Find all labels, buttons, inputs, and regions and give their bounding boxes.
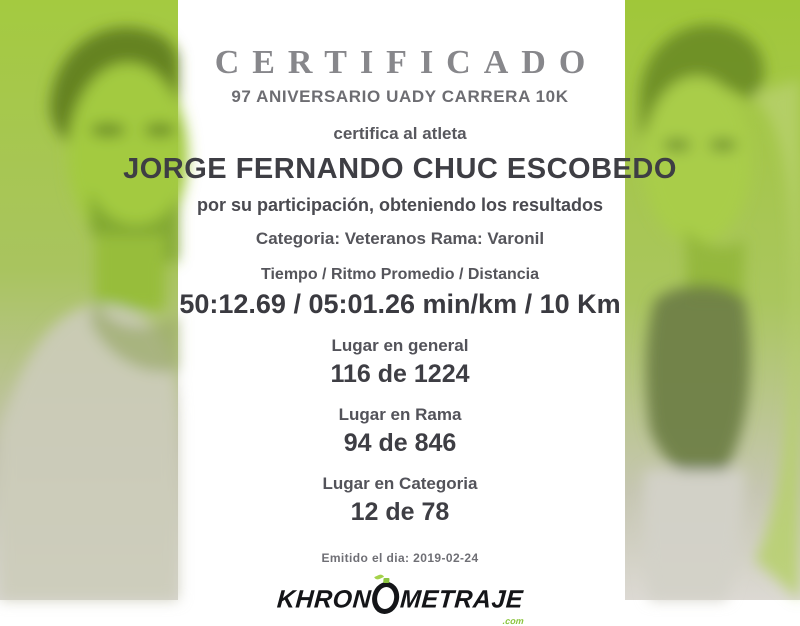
logo-text-right: METRAJE — [399, 585, 525, 614]
logo-com-suffix: .com — [502, 616, 524, 626]
stopwatch-o-icon — [371, 582, 400, 614]
issued-date-line: Emitido el dia: 2019-02-24 — [321, 551, 479, 565]
participation-text: por su participación, obteniendo los resultados — [196, 195, 604, 215]
placement-rama-value: 94 de 846 — [343, 429, 457, 457]
placement-rama-label: Lugar en Rama — [338, 405, 462, 424]
certificate-title: CERTIFICADO — [214, 44, 599, 81]
khronometraje-logo — [275, 582, 525, 626]
logo-text-left: KHRON — [275, 585, 373, 614]
placement-categoria-label: Lugar en Categoria — [322, 474, 478, 493]
certifies-label: certifica al atleta — [333, 124, 467, 143]
placement-categoria-value: 12 de 78 — [350, 498, 450, 526]
results-header: Tiempo / Ritmo Promedio / Distancia — [261, 266, 539, 283]
category-line: Categoria: Veteranos Rama: Varonil — [255, 229, 545, 248]
placement-general-value: 116 de 1224 — [330, 360, 470, 388]
event-name: 97 ANIVERSARIO UADY CARRERA 10K — [231, 87, 569, 106]
athlete-name: JORGE FERNANDO CHUC ESCOBEDO — [123, 153, 677, 185]
placement-general-label: Lugar en general — [331, 336, 469, 355]
results-value: 50:12.69 / 05:01.26 min/km / 10 Km — [179, 289, 621, 319]
